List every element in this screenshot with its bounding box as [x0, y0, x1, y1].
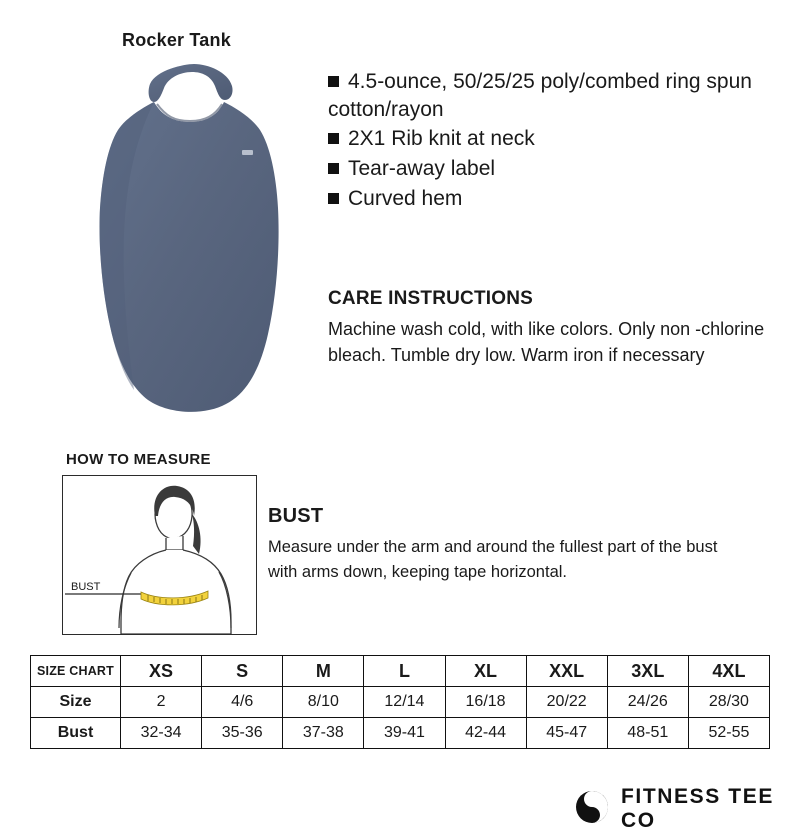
brand-name: FITNESS TEE CO — [621, 785, 774, 832]
size-chart-corner-label: SIZE CHART — [31, 656, 121, 687]
table-cell: 2 — [121, 687, 202, 718]
how-to-measure-heading: HOW TO MEASURE — [66, 451, 211, 468]
table-cell: 48-51 — [607, 718, 688, 749]
square-bullet-icon — [328, 163, 339, 174]
bust-section-heading: BUST — [268, 505, 324, 527]
yin-yang-circle-icon — [575, 790, 609, 829]
feature-text: 4.5-ounce, 50/25/25 poly/combed ring spun cotton/rayon — [328, 70, 752, 121]
page-title: Rocker Tank — [122, 30, 231, 50]
bust-measurement-diagram — [62, 475, 257, 635]
square-bullet-icon — [328, 133, 339, 144]
column-header: S — [202, 656, 283, 687]
feature-text: Curved hem — [348, 186, 463, 210]
table-cell: 16/18 — [445, 687, 526, 718]
table-cell: 20/22 — [526, 687, 607, 718]
table-cell: 45-47 — [526, 718, 607, 749]
garment-label-tag — [242, 150, 253, 155]
feature-text: 2X1 Rib knit at neck — [348, 127, 535, 151]
row-label: Size — [31, 687, 121, 718]
table-cell: 32-34 — [121, 718, 202, 749]
figure-torso — [121, 550, 231, 634]
garment-illustration — [62, 58, 317, 433]
table-cell: 37-38 — [283, 718, 364, 749]
table-cell: 12/14 — [364, 687, 445, 718]
figure-hair-back — [192, 514, 201, 554]
square-bullet-icon — [328, 193, 339, 204]
bust-diagram-label: BUST — [71, 581, 101, 593]
feature-item — [328, 185, 758, 213]
table-cell: 28/30 — [688, 687, 769, 718]
garment-neck-strap — [149, 64, 233, 102]
feature-list — [328, 68, 758, 215]
care-instructions-body: Machine wash cold, with like colors. Only non -chlorine bleach. Tumble dry low. Warm iron if necessary — [328, 319, 765, 366]
square-bullet-icon — [328, 76, 339, 87]
column-header: M — [283, 656, 364, 687]
care-instructions-heading: CARE INSTRUCTIONS — [328, 288, 534, 309]
table-cell: 35-36 — [202, 718, 283, 749]
table-cell: 39-41 — [364, 718, 445, 749]
feature-text: Tear-away label — [348, 157, 496, 181]
feature-item — [328, 68, 758, 123]
feature-item — [328, 125, 758, 153]
table-cell: 24/26 — [607, 687, 688, 718]
table-cell: 42-44 — [445, 718, 526, 749]
table-header-row — [31, 656, 770, 687]
brand-footer — [575, 785, 800, 833]
size-chart-table — [30, 655, 770, 749]
feature-item — [328, 155, 758, 183]
figure-neck — [166, 536, 183, 550]
table-row — [31, 718, 770, 749]
table-cell: 8/10 — [283, 687, 364, 718]
column-header: XL — [445, 656, 526, 687]
column-header: L — [364, 656, 445, 687]
table-row — [31, 687, 770, 718]
table-cell: 4/6 — [202, 687, 283, 718]
column-header: 4XL — [688, 656, 769, 687]
bust-section-body: Measure under the arm and around the fullest part of the bust with arms down, keeping tape horizontal. — [268, 538, 718, 581]
column-header: XXL — [526, 656, 607, 687]
column-header: XS — [121, 656, 202, 687]
table-cell: 52-55 — [688, 718, 769, 749]
column-header: 3XL — [607, 656, 688, 687]
row-label: Bust — [31, 718, 121, 749]
